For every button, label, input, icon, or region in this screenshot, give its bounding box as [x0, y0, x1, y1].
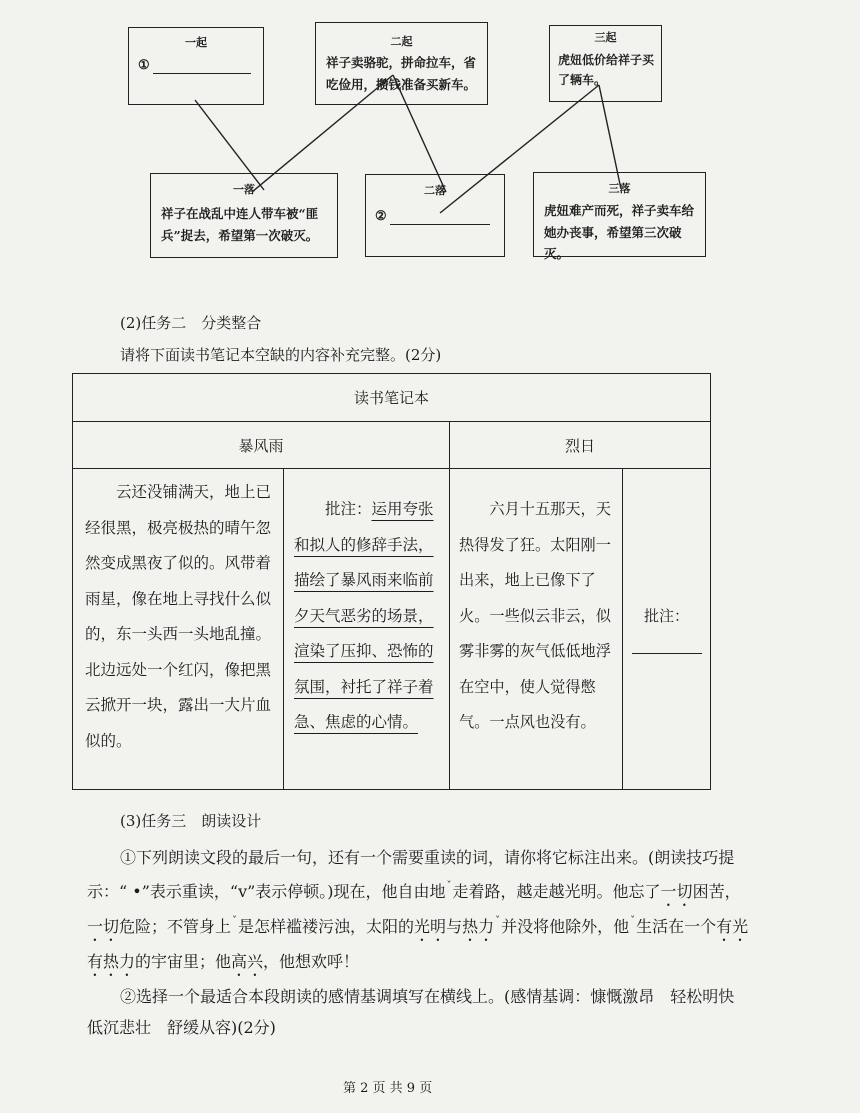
fall-2-title: 二落: [424, 184, 446, 197]
passage-text: 的宇宙里；他: [135, 951, 232, 971]
fall-2-answer-blank: [375, 209, 490, 225]
storm-annotation-text: 运用夸张和拟人的修辞手法，描绘了暴风雨来临前夕天气恶劣的场景，渲染了压抑、恐怖的氛围，衬托了祥子着急、焦虑的心情。: [294, 500, 434, 731]
passage-text: 是怎样褴褛污浊，太阳的: [238, 916, 415, 936]
rise-2-text: 祥子卖骆驼，拼命拉车，省吃俭用，攒钱准备买新车。: [326, 55, 477, 92]
fall-2-box: [365, 174, 505, 257]
reading-notebook-table: [72, 373, 711, 790]
rise-1-title: 一起: [185, 36, 207, 49]
notebook-title-row: [73, 374, 711, 422]
rise-1-answer-blank: [138, 58, 251, 74]
rise-3-text: 虎妞低价给祥子买了辆车。: [558, 53, 655, 87]
passage-text: 走着路，越走越光明。他忘了: [452, 881, 661, 901]
blank-marker-2: ②: [375, 209, 387, 224]
notebook-body-row: [73, 469, 711, 790]
storm-excerpt: 云还没铺满天，地上已经很黑，极亮极热的晴午忽然变成黑夜了似的。风带着雨星，像在地上寻找什么似的，东一头西一头地乱撞。北边远处一个红闪，像把黑云掀开一块，露出一大片血似的。: [73, 469, 284, 790]
rise-2-title: 二起: [390, 35, 413, 48]
fall-1-text: 祥子在战乱中连人带车被“匪兵”捉去，希望第一次破灭。: [161, 206, 319, 243]
storm-annotation: [284, 469, 450, 790]
stressed-word: 高兴: [231, 951, 264, 971]
sun-annotation-label: 批注：: [644, 606, 690, 625]
passage-text: 困苦，: [692, 881, 741, 901]
blank-line: [153, 59, 251, 74]
page-number: 第 2 页 共 9 页: [343, 1081, 433, 1096]
sun-excerpt: 六月十五那天，天热得发了狂。太阳刚一出来，地上已像下了火。一些似云非云，似雾非雾的灰气低低地浮在空中，使人觉得憋气。一点风也没有。: [450, 469, 623, 790]
sun-annotation-blank: [632, 635, 702, 654]
pause-mark: ˇ: [630, 915, 636, 927]
sun-annotation: [623, 469, 711, 790]
fall-3-box: [533, 172, 706, 261]
stressed-word: 一切: [660, 881, 693, 901]
blank-marker-1: ①: [138, 58, 150, 73]
notebook-header-row: [73, 422, 711, 469]
passage-text: 生活在一个: [636, 916, 717, 936]
task-3-question-1: [87, 841, 749, 980]
passage-text: 危险；不管身上: [119, 916, 232, 936]
fall-1-box: [150, 173, 338, 258]
fall-1-title: 一落: [233, 183, 255, 196]
rise-3-title: 三起: [594, 31, 617, 44]
task-2-instruction: 请将下面读书笔记本空缺的内容补充完整。(2分): [120, 346, 442, 364]
task-3-heading: (3)任务三 朗读设计: [120, 812, 262, 830]
pause-mark: ˇ: [232, 915, 238, 927]
task-3-question-2: ②选择一个最适合本段朗读的感情基调填写在横线上。(感情基调：慷慨激昂 轻松明快 低沉悲壮 舒缓从容)(2分): [87, 987, 751, 1037]
notebook-title: 读书笔记本: [73, 374, 711, 422]
fall-3-title: 三落: [608, 182, 631, 195]
passage-text: ，他想欢呼！: [263, 951, 360, 971]
rise-2-box: [315, 22, 488, 105]
fall-3-text: 虎妞难产而死，祥子卖车给她办丧事，希望第三次破灭。: [544, 203, 695, 261]
sun-header: 烈日: [450, 422, 711, 469]
blank-line: [390, 210, 490, 225]
pause-mark: ˇ: [495, 915, 501, 927]
passage-text: 并没将他除外，他: [501, 916, 630, 936]
task-2-heading: (2)任务二 分类整合: [120, 314, 262, 332]
stressed-word: 有光有热力: [87, 916, 749, 971]
stressed-word: 热力: [462, 916, 495, 936]
passage-text: ①下列朗读文段的最后一句，还有一个需要重读的词，请你将它标注出来。(朗读技巧提示：“ •”表示重读，“v”表示停顿。)现在，他自由地: [87, 848, 735, 901]
passage-text: 与: [446, 916, 463, 936]
stressed-word: 光明: [414, 916, 447, 936]
storm-annotation-label: 批注：: [325, 500, 372, 518]
rise-1-box: [128, 27, 264, 105]
stressed-word: 一切: [87, 916, 120, 936]
rise-3-box: [549, 25, 662, 102]
storm-header: 暴风雨: [73, 422, 450, 469]
pause-mark: ˇ: [446, 880, 452, 892]
